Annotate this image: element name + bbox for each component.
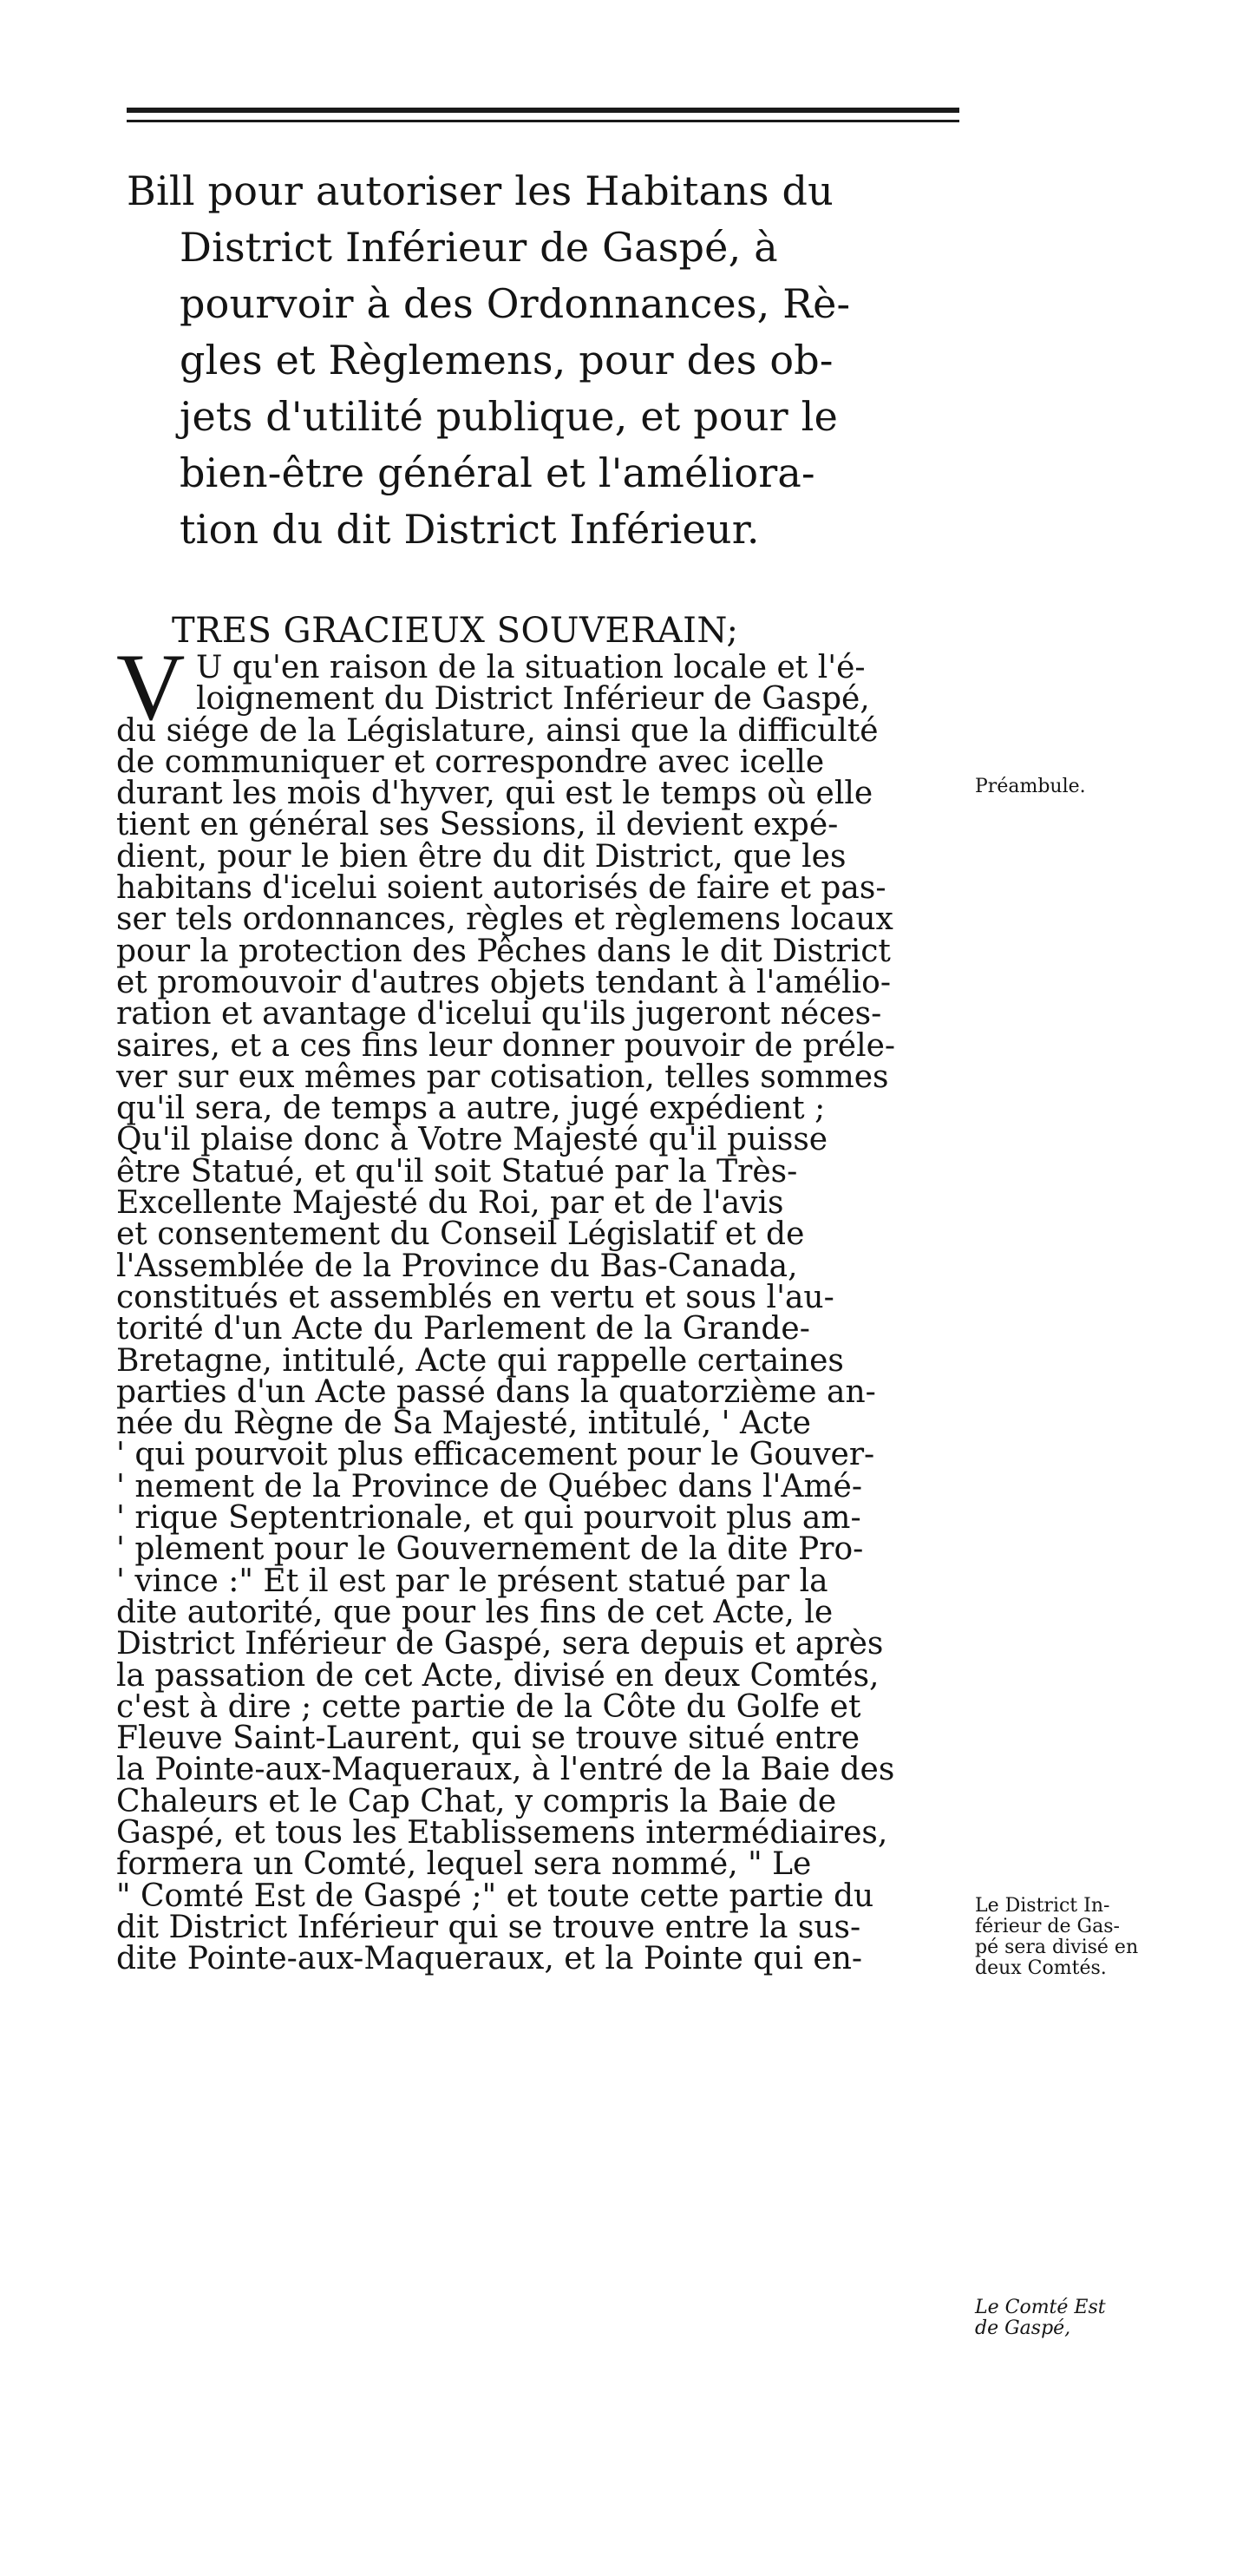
body-line: saires, et a ces fins leur donner pouvoir de préle-	[116, 1027, 896, 1064]
body-line: ration et avantage d'icelui qu'ils jugeront néces-	[116, 996, 882, 1032]
margin-note-line: de Gaspé,	[975, 2317, 1071, 2339]
body-line: formera un Comté, lequel sera nommé, " Le	[116, 1846, 812, 1883]
body-line: qu'il sera, de temps a autre, jugé expédient ;	[116, 1091, 826, 1127]
drop-cap: V	[116, 634, 186, 740]
title-line: gles et Règlemens, pour des ob-	[180, 337, 834, 383]
body-line: ' qui pourvoit plus efficacement pour le Gouver-	[116, 1437, 875, 1473]
top-rule-thin	[127, 120, 959, 122]
body-line: ' plement pour le Gouvernement de la dite Pro-	[116, 1531, 864, 1568]
body-line: constitués et assemblés en vertu et sous l'au-	[116, 1279, 834, 1315]
body-line: née du Règne de Sa Majesté, intitulé, ' Acte	[116, 1406, 811, 1442]
margin-note-line: férieur de Gas-	[975, 1916, 1120, 1937]
body-line: c'est à dire ; cette partie de la Côte du Golfe et	[116, 1688, 861, 1725]
margin-note-line: Préambule.	[975, 776, 1086, 797]
body-line: " Comté Est de Gaspé ;" et toute cette partie du	[116, 1878, 874, 1914]
body-line: loignement du District Inférieur de Gaspé,	[196, 681, 870, 718]
body-line: Excellente Majesté du Roi, par et de l'avis	[116, 1185, 784, 1222]
body-line: tient en général ses Sessions, il devient expé-	[116, 807, 839, 843]
body-line: et promouvoir d'autres objets tendant à l'amélio-	[116, 964, 892, 1000]
body-line: de communiquer et correspondre avec icelle	[116, 744, 825, 780]
title-line: bien-être général et l'améliora-	[180, 449, 815, 496]
title-line: District Inférieur de Gaspé, à	[180, 224, 778, 271]
body-text	[116, 652, 966, 1975]
margin-note-preambule	[975, 777, 1148, 797]
bill-title	[127, 163, 942, 558]
body-line: durant les mois d'hyver, qui est le temps où elle	[116, 776, 873, 812]
margin-note-line: Le District In-	[975, 1895, 1110, 1917]
body-line: Fleuve Saint-Laurent, qui se trouve situé entre	[116, 1721, 860, 1757]
margin-note-line: pé sera divisé en	[975, 1937, 1139, 1958]
margin-note-line: Le Comté Est	[975, 2297, 1106, 2318]
title-line: tion du dit District Inférieur.	[180, 506, 760, 553]
body-line: dite Pointe-aux-Maqueraux, et la Pointe qui en-	[116, 1941, 863, 1977]
body-line: être Statué, et qu'il soit Statué par la Très-	[116, 1153, 798, 1190]
body-line: dit District Inférieur qui se trouve entre la sus-	[116, 1909, 861, 1945]
title-line: Bill pour autoriser les Habitans du	[127, 167, 834, 214]
body-line: ' rique Septentrionale, et qui pourvoit plus am-	[116, 1500, 861, 1537]
body-line: Qu'il plaise donc à Votre Majesté qu'il puisse	[116, 1122, 828, 1158]
body-line: dient, pour le bien être du dit District, que les	[116, 838, 847, 875]
body-line: du siége de la Législature, ainsi que la difficulté	[116, 712, 879, 749]
body-line: ' vince :" Et il est par le présent statué par la	[116, 1563, 828, 1599]
body-line: ver sur eux mêmes par cotisation, telles sommes	[116, 1059, 889, 1095]
title-line: pourvoir à des Ordonnances, Rè-	[180, 280, 851, 327]
salutation: TRES GRACIEUX SOUVERAIN;	[172, 611, 739, 651]
title-line: jets d'utilité publique, et pour le	[180, 393, 838, 440]
margin-note-district	[975, 1896, 1148, 1979]
body-line: parties d'un Acte passé dans la quatorzième an-	[116, 1373, 876, 1410]
body-line: la Pointe-aux-Maqueraux, à l'entré de la Baie des	[116, 1752, 895, 1788]
body-line: U qu'en raison de la situation locale et l'é-	[196, 650, 866, 685]
body-line: pour la protection des Pêches dans le dit District	[116, 933, 891, 969]
body-line: ' nement de la Province de Québec dans l'Amé-	[116, 1468, 863, 1504]
margin-note-line: deux Comtés.	[975, 1957, 1107, 1979]
top-rule-thick	[127, 108, 959, 113]
body-line: torité d'un Acte du Parlement de la Grande-	[116, 1311, 810, 1347]
body-line: Gaspé, et tous les Etablissemens intermédiaires,	[116, 1814, 888, 1851]
body-line: l'Assemblée de la Province du Bas-Canada,	[116, 1248, 798, 1284]
body-line: Chaleurs et le Cap Chat, y compris la Baie de	[116, 1783, 837, 1819]
body-line: habitans d'icelui soient autorisés de faire et pas-	[116, 870, 886, 907]
body-line: ser tels ordonnances, règles et règlemens locaux	[116, 901, 893, 938]
body-line: Bretagne, intitulé, Acte qui rappelle certaines	[116, 1342, 844, 1379]
body-line: dite autorité, que pour les fins de cet Acte, le	[116, 1594, 834, 1630]
body-line: la passation de cet Acte, divisé en deux Comtés,	[116, 1657, 880, 1694]
body-line: District Inférieur de Gaspé, sera depuis et après	[116, 1626, 884, 1662]
body-line: et consentement du Conseil Législatif et de	[116, 1216, 805, 1253]
margin-note-comte-est	[975, 2297, 1148, 2339]
